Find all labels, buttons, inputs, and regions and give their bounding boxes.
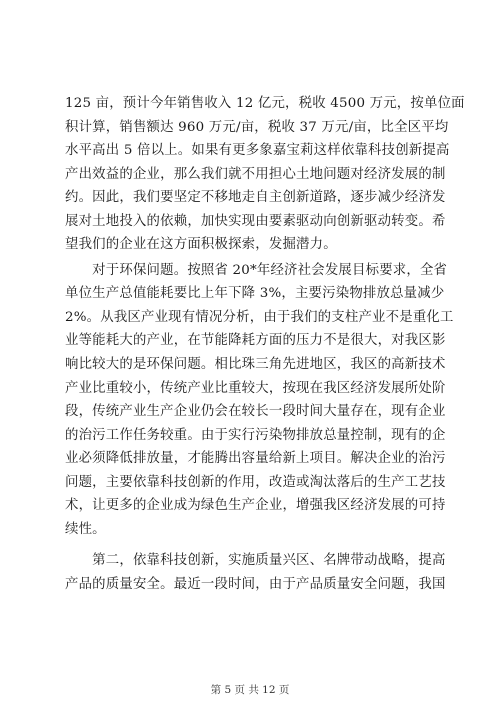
- text-line: 望我们的企业在这方面积极探索，发掘潜力。: [65, 237, 337, 253]
- paragraph-land-efficiency: [65, 92, 465, 257]
- paragraph-quality-strategy: [65, 549, 446, 596]
- text-line: 积计算，销售额达 960 万元/亩，税收 37 万元/亩，比全区平均: [65, 119, 449, 135]
- text-line: 水平高出 5 倍以上。如果有更多象嘉宝莉这样依靠科技创新提高: [65, 143, 450, 159]
- text-line: 2%。从我区产业现有情况分析，由于我们的支柱产业不是重化工: [65, 309, 454, 325]
- text-line: 的治污工作任务较重。由于实行污染物排放总量控制，现有的企: [65, 427, 446, 443]
- document-body: [65, 92, 465, 596]
- text-line: 约。因此，我们要坚定不移地走自主创新道路，逐步减少经济发: [65, 190, 446, 206]
- text-line: 续性。: [65, 521, 106, 537]
- text-line: 术，让更多的企业成为绿色生产企业，增强我区经济发展的可持: [65, 498, 446, 514]
- text-line: 段，传统产业生产企业仍会在较长一段时间大量存在，现有企业: [65, 404, 446, 420]
- text-line: 业等能耗大的产业，在节能降耗方面的压力不是很大，对我区影: [65, 333, 446, 349]
- text-line: 第二，依靠科技创新，实施质量兴区、名牌带动战略，提高: [65, 553, 446, 569]
- text-line: 产出效益的企业，那么我们就不用担心土地问题对经济发展的制: [65, 166, 446, 182]
- text-line: 问题，主要依靠科技创新的作用，改造或淘汰落后的生产工艺技: [65, 474, 446, 490]
- text-line: 125 亩，预计今年销售收入 12 亿元，税收 4500 万元，按单位面: [65, 96, 465, 111]
- page-number-footer: 第 5 页 共 12 页: [210, 684, 290, 696]
- text-line: 展对土地投入的依赖，加快实现由要素驱动向创新驱动转变。希: [65, 213, 446, 229]
- text-line: 单位生产总值能耗要比上年下降 3%，主要污染物排放总量减少: [65, 286, 445, 302]
- text-line: 响比较大的是环保问题。相比珠三角先进地区，我区的高新技术: [65, 357, 446, 373]
- text-line: 产业比重较小，传统产业比重较大，按现在我区经济发展所处阶: [65, 380, 446, 396]
- text-line: 业必须降低排放量，才能腾出容量给新上项目。解决企业的治污: [65, 451, 446, 467]
- text-line: 产品的质量安全。最近一段时间，由于产品质量安全问题，我国: [65, 576, 446, 592]
- text-line: 对于环保问题。按照省 20*年经济社会发展目标要求，全省: [65, 262, 448, 278]
- paragraph-environment: [65, 259, 454, 542]
